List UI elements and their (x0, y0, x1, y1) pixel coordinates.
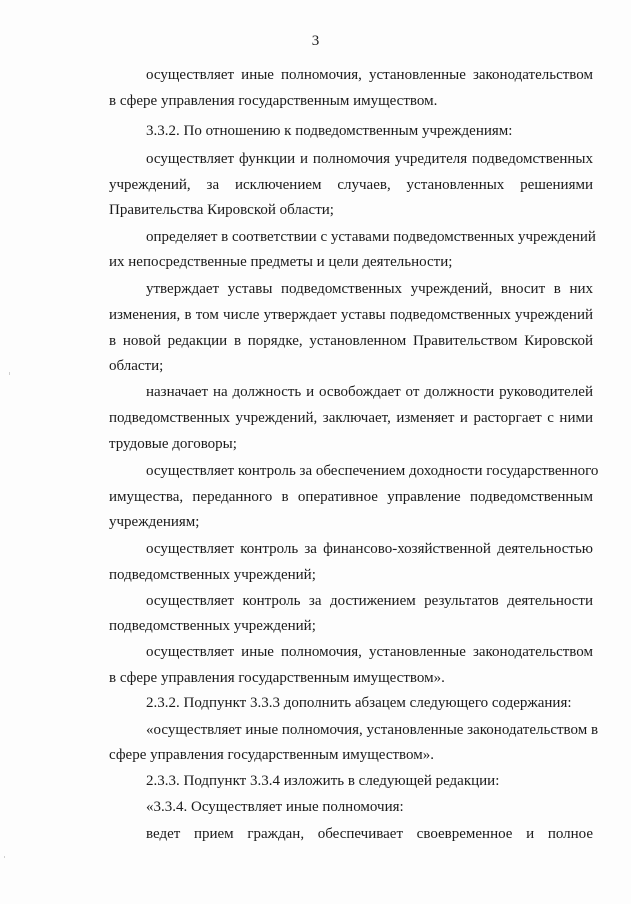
text-line: сфере управления государственным имуществом». (109, 747, 434, 763)
text-line: Правительства Кировской области; (109, 202, 334, 218)
text-line: 2.3.2. Подпункт 3.3.3 дополнить абзацем следующего содержания: (146, 695, 572, 711)
text-line: области; (109, 358, 164, 374)
text-line: назначает на должность и освобождает от должности руководителей (146, 384, 593, 400)
text-line: осуществляет иные полномочия, установленные законодательством (146, 67, 593, 83)
text-line: в новой редакции в порядке, установленном Правительством Кировской (109, 333, 593, 349)
text-line: определяет в соответствии с уставами подведомственных учреждений (146, 229, 596, 245)
scan-speck (9, 372, 10, 375)
text-line: в сфере управления государственным имуществом. (109, 93, 438, 109)
text-line: «3.3.4. Осуществляет иные полномочия: (146, 799, 404, 815)
text-line: учреждениям; (109, 514, 200, 530)
text-line: подведомственных учреждений, заключает, изменяет и расторгает с ними (109, 410, 593, 426)
text-line: осуществляет функции и полномочия учредителя подведомственных (146, 151, 593, 167)
text-line: «осуществляет иные полномочия, установленные законодательством в (146, 722, 599, 738)
text-line: 3.3.2. По отношению к подведомственным учреждениям: (146, 123, 513, 139)
page-number: 3 (311, 33, 320, 49)
text-line: подведомственных учреждений; (109, 567, 316, 583)
text-line: имущества, переданного в оперативное управление подведомственным (109, 489, 593, 505)
text-line: ведет прием граждан, обеспечивает своевременное и полное (146, 826, 593, 842)
text-line: осуществляет контроль за достижением результатов деятельности (146, 593, 593, 609)
text-line: их непосредственные предметы и цели деятельности; (109, 254, 453, 270)
text-line: подведомственных учреждений; (109, 618, 316, 634)
text-line: в сфере управления государственным имуществом». (109, 670, 445, 686)
scan-speck (4, 856, 5, 858)
text-line: трудовые договоры; (109, 436, 237, 452)
text-line: осуществляет иные полномочия, установленные законодательством (146, 644, 593, 660)
text-line: 2.3.3. Подпункт 3.3.4 изложить в следующей редакции: (146, 773, 500, 789)
text-line: осуществляет контроль за обеспечением доходности государственного (146, 463, 599, 479)
text-line: утверждает уставы подведомственных учреждений, вносит в них (146, 281, 593, 297)
text-line: изменения, в том числе утверждает уставы подведомственных учреждений (109, 307, 593, 323)
text-line: учреждений, за исключением случаев, установленных решениями (109, 177, 593, 193)
text-line: осуществляет контроль за финансово-хозяйственной деятельностью (146, 541, 593, 557)
